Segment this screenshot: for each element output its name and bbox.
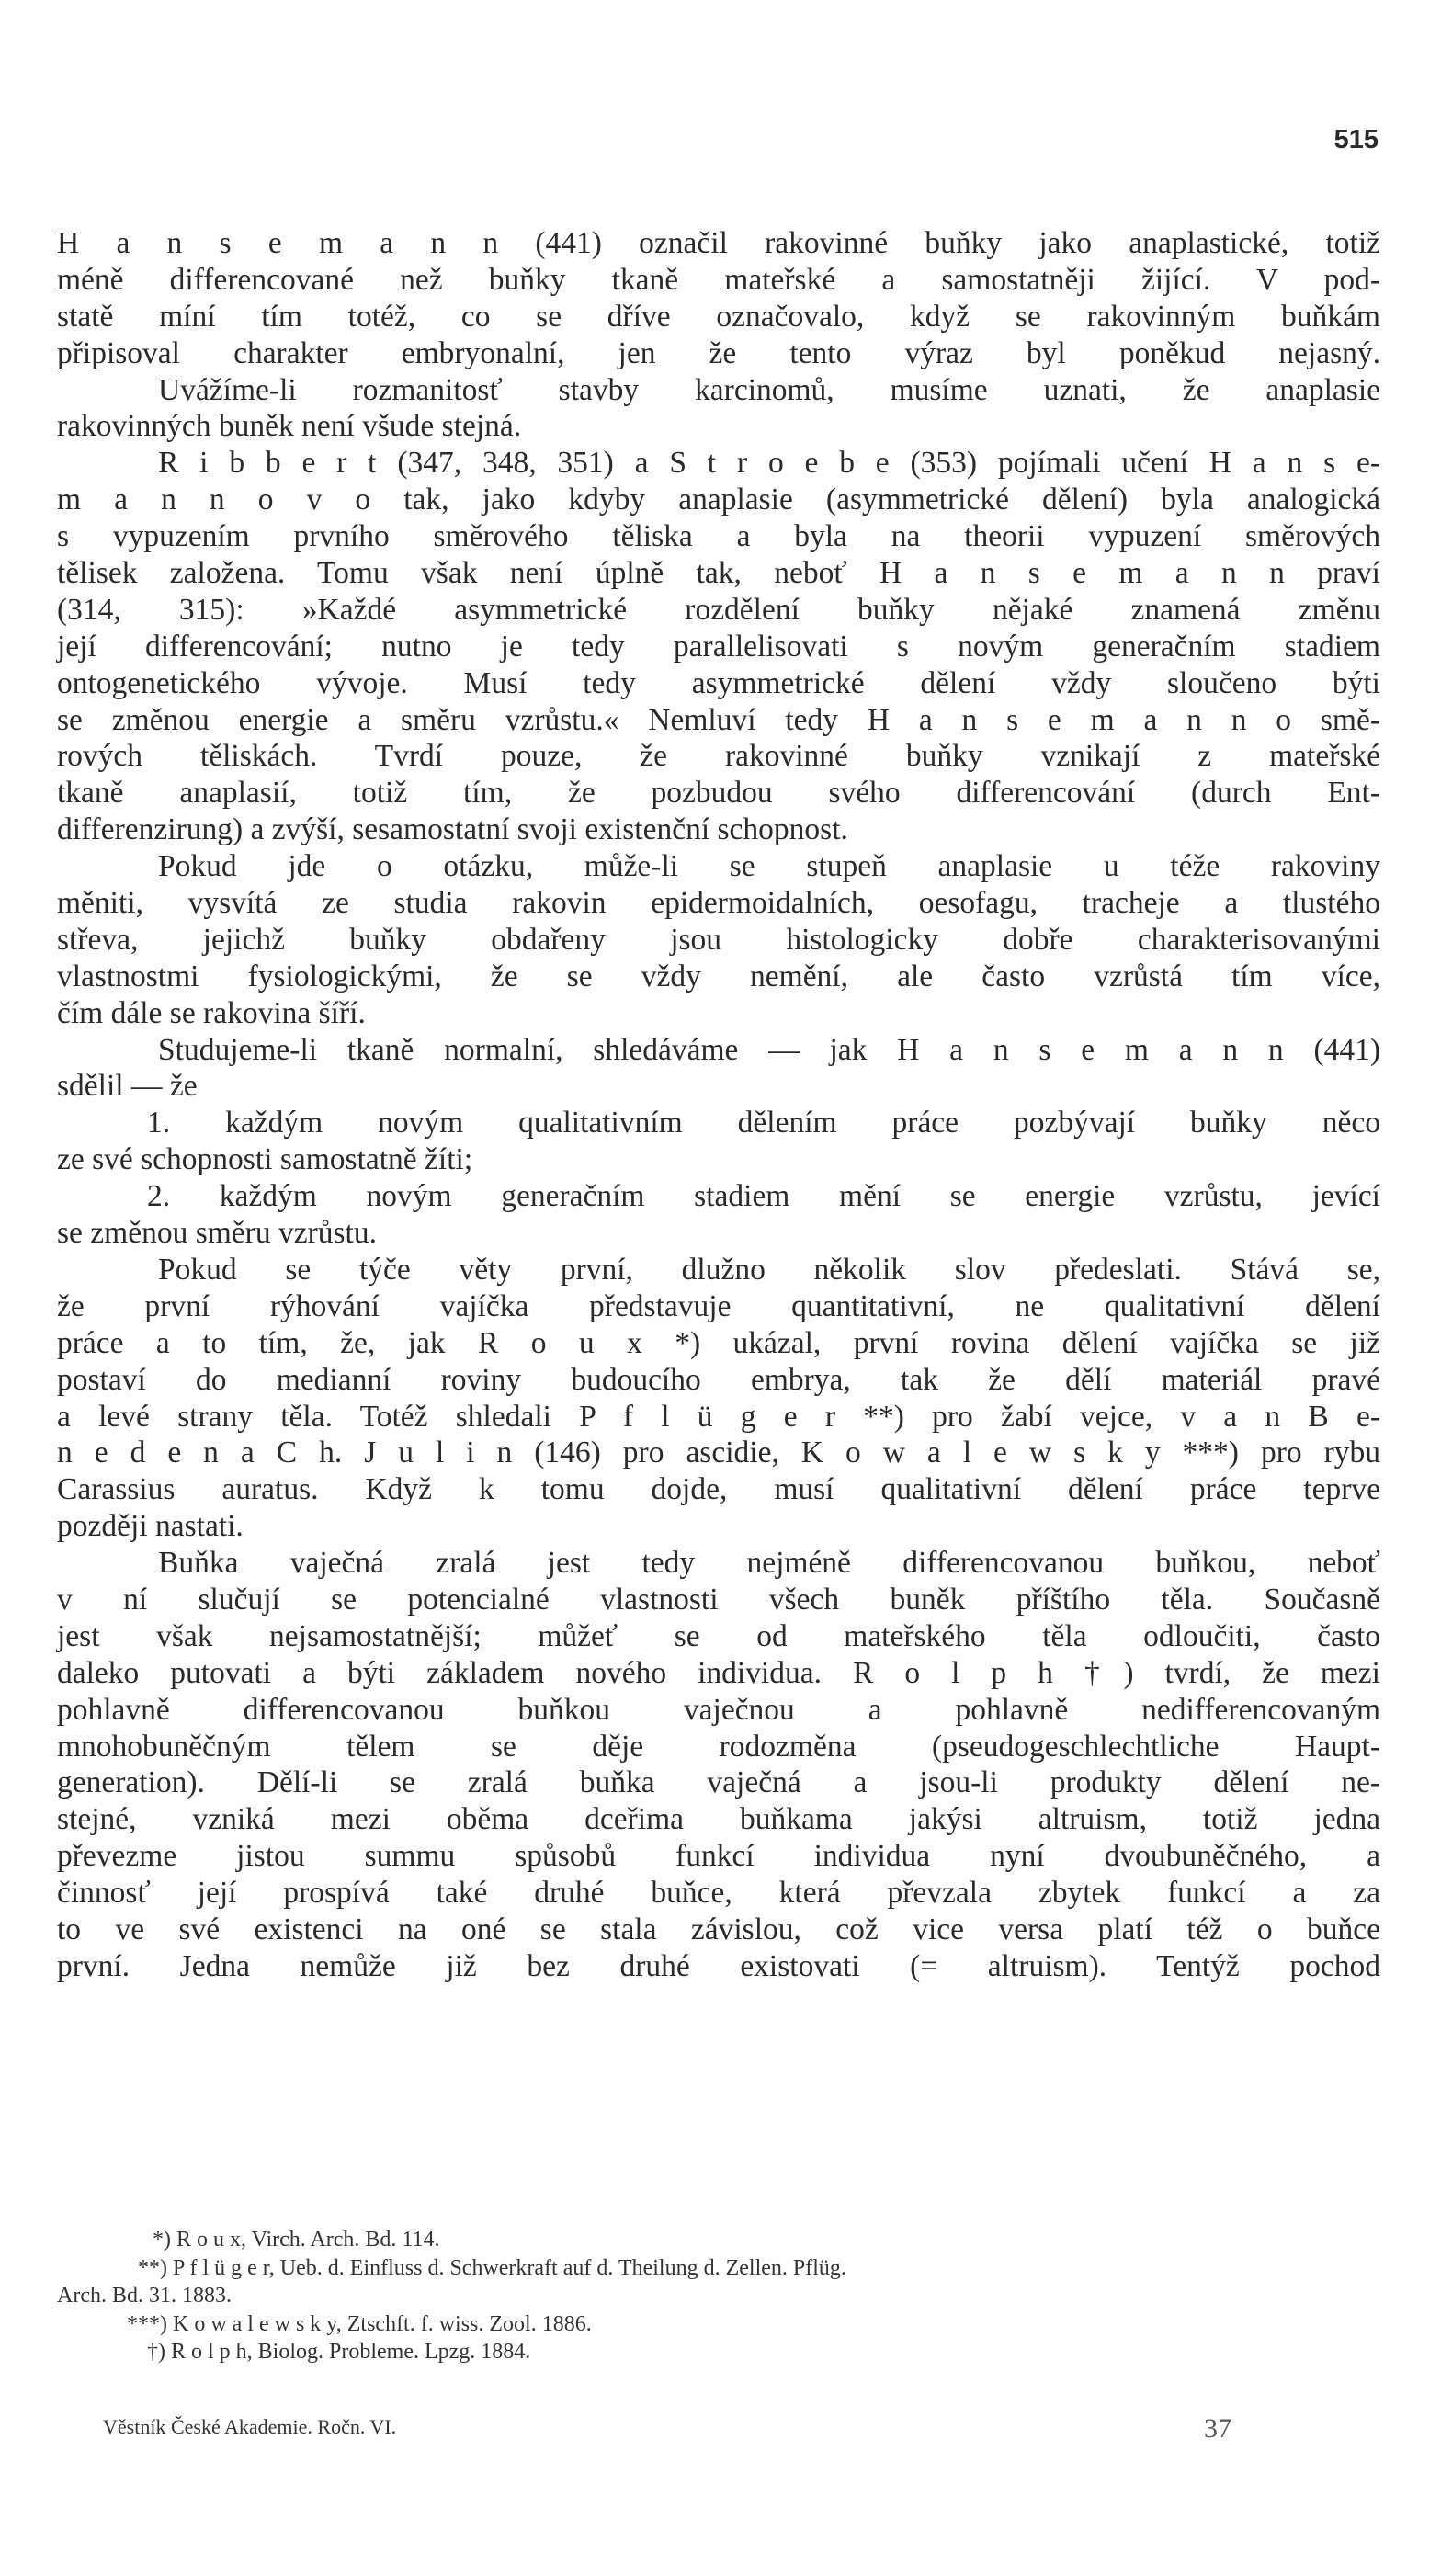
footnote: *) R o u x, Virch. Arch. Bd. 114. [153, 2228, 440, 2252]
text-line: činnosť její prospívá také druhé buňce, která převzala zbytek funkcí a za [57, 1876, 1380, 1911]
footnote-continuation: Arch. Bd. 31. 1883. [57, 2284, 232, 2308]
footnote: **) P f l ü g e r, Ueb. d. Einfluss d. Schwerkraft auf d. Theilung d. Zellen. Pflüg. [138, 2255, 846, 2280]
text-line: n e d e n a C h. J u l i n (146) pro ascidie, K o w a l e w s k y ***) pro rybu [57, 1436, 1380, 1470]
text-line: pohlavně differencovanou buňkou vaječnou a pohlavně nedifferencovaným [57, 1692, 1380, 1727]
text-line: postaví do medianní roviny budoucího embrya, tak že dělí materiál pravé [57, 1362, 1380, 1397]
text-line: R i b b e r t (347, 348, 351) a S t r o e b e (353) pojímali učení H a n s e- [158, 446, 1380, 481]
text-line: že první rýhování vajíčka představuje quantitativní, ne qualitativní dělení [57, 1288, 1380, 1323]
page-number: 515 [1333, 125, 1379, 154]
text-line: Buňka vaječná zralá jest tedy nejméně differencovanou buňkou, neboť [158, 1546, 1380, 1581]
text-line: později nastati. [57, 1509, 244, 1544]
text-line: differenzirung) a zvýší, sesamostatní svoji existenční schopnost. [57, 812, 848, 847]
text-line: 1. každým novým qualitativním dělením práce pozbývají buňky něco [147, 1106, 1380, 1140]
text-line: její differencování; nutno je tedy parallelisovati s novým generačním stadiem [57, 629, 1380, 664]
text-line: 2. každým novým generačním stadiem mění se energie vzrůstu, jevící [147, 1179, 1380, 1214]
text-line: se změnou směru vzrůstu. [57, 1216, 377, 1251]
text-line: tkaně anaplasií, totiž tím, že pozbudou svého differencování (durch Ent- [57, 776, 1380, 811]
text-line: se změnou energie a směru vzrůstu.« Nemluví tedy H a n s e m a n n o smě- [57, 702, 1380, 737]
text-line: sdělil — že [57, 1069, 198, 1104]
text-line: rakovinných buněk není všude stejná. [57, 409, 522, 444]
text-line: práce a to tím, že, jak R o u x *) ukázal, první rovina dělení vajíčka se již [57, 1325, 1380, 1360]
text-line: střeva, jejichž buňky obdařeny jsou histologicky dobře charakterisovanými [57, 922, 1380, 957]
footnotes [57, 2226, 1380, 2366]
text-line: daleko putovati a býti základem nového individua. R o l p h †) tvrdí, že mezi [57, 1655, 1380, 1690]
text-line: Pokud jde o otázku, může-li se stupeň anaplasie u téže rakoviny [158, 849, 1380, 884]
text-line: a levé strany těla. Totéž shledali P f l ü g e r **) pro žabí vejce, v a n B e- [57, 1399, 1380, 1434]
text-line: ze své schopnosti samostatně žíti; [57, 1142, 473, 1177]
text-line: v ní slučují se potencialné vlastnosti všech buněk příštího těla. Současně [57, 1582, 1380, 1617]
text-line: Studujeme-li tkaně normalní, shledáváme — jak H a n s e m a n n (441) [158, 1032, 1380, 1067]
text-line: tělisek založena. Tomu však není úplně tak, neboť H a n s e m a n n praví [57, 556, 1380, 591]
text-line: (314, 315): »Každé asymmetrické rozdělení buňky nějaké znamená změnu [57, 592, 1380, 627]
text-line: ontogenetického vývoje. Musí tedy asymmetrické dělení vždy sloučeno býti [57, 665, 1380, 700]
signature-mark: 37 [1204, 2413, 1231, 2444]
text-line: jest však nejsamostatnější; můžeť se od mateřského těla odloučiti, často [57, 1618, 1380, 1653]
text-line: méně differencované než buňky tkaně mateřské a samostatněji žijící. V pod- [57, 262, 1380, 297]
text-line: první. Jedna nemůže již bez druhé existovati (= altruism). Tentýž pochod [57, 1948, 1380, 1983]
text-line: m a n n o v o tak, jako kdyby anaplasie (asymmetrické dělení) byla analogická [57, 482, 1380, 517]
text-line: Pokud se týče věty první, dlužno několik slov předeslati. Stává se, [158, 1252, 1380, 1287]
text-line: mnohobuněčným tělem se děje rodozměna (pseudogeschlechtliche Haupt- [57, 1729, 1380, 1764]
text-line: vlastnostmi fysiologickými, že se vždy nemění, ale často vzrůstá tím více, [57, 959, 1380, 993]
footnote: †) R o l p h, Biolog. Probleme. Lpzg. 1884. [147, 2340, 531, 2364]
journal-footer: Věstník České Akademie. Ročn. VI. [103, 2415, 397, 2438]
text-line: stejné, vzniká mezi oběma dceřima buňkama jakýsi altruism, totiž jedna [57, 1802, 1380, 1837]
text-line: měniti, vysvítá ze studia rakovin epidermoidalních, oesofagu, tracheje a tlustého [57, 886, 1380, 921]
text-line: rových těliskách. Tvrdí pouze, že rakovinné buňky vznikají z mateřské [57, 739, 1380, 774]
text-line: připisoval charakter embryonalní, jen že tento výraz byl poněkud nejasný. [57, 335, 1380, 370]
text-line: převezme jistou summu spůsobů funkcí individua nyní dvoubuněčného, a [57, 1839, 1380, 1874]
text-line: čím dále se rakovina šíří. [57, 995, 366, 1030]
text-line: s vypuzením prvního směrového těliska a byla na theorii vypuzení směrových [57, 519, 1380, 554]
text-line: statě míní tím totéž, co se dříve označovalo, když se rakovinným buňkám [57, 299, 1380, 334]
main-text [57, 225, 1380, 1985]
text-line: to ve své existenci na oné se stala závislou, což vice versa platí též o buňce [57, 1912, 1380, 1946]
text-line: generation). Dělí-li se zralá buňka vaječná a jsou-li produkty dělení ne- [57, 1765, 1380, 1800]
text-line: Uvážíme-li rozmanitosť stavby karcinomů, musíme uznati, že anaplasie [158, 372, 1380, 407]
text-line: H a n s e m a n n (441) označil rakovinné buňky jako anaplastické, totiž [57, 226, 1380, 260]
text-line: Carassius auratus. Když k tomu dojde, musí qualitativní dělení práce teprve [57, 1472, 1380, 1507]
footnote: ***) K o w a l e w s k y, Ztschft. f. wiss. Zool. 1886. [127, 2311, 592, 2336]
